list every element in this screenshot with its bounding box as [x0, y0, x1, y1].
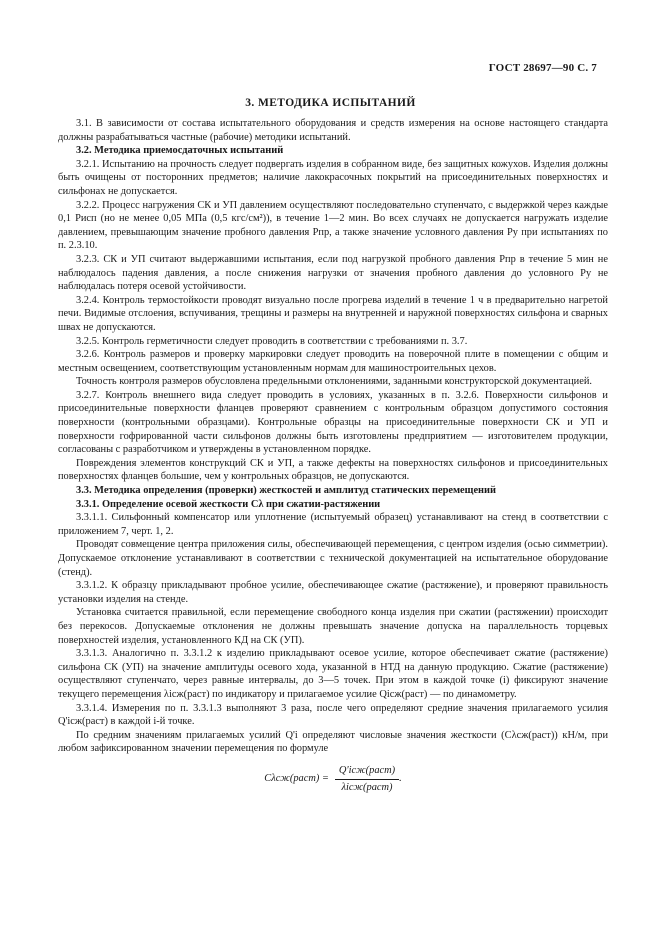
- subsection-heading: 3.2. Методика приемосдаточных испытаний: [76, 145, 284, 157]
- paragraph: 3.2.3. СК и УП считают выдержавшими испытания, если под нагрузкой пробного давления Pпр в течение 5 мин не наблюдалось падения давления, а после снижения нагрузки от значения пробного давления до условного Pу не наблюдалась потеря осевой устойчивости.: [58, 253, 608, 293]
- paragraph: 3.1. В зависимости от состава испытательного оборудования и средств измерения на основе настоящего стандарта должны разрабатываться частные (рабочие) методики испытаний.: [58, 118, 608, 143]
- subsection-heading: 3.3. Методика определения (проверки) жесткостей и амплитуд статических перемещений: [76, 485, 497, 497]
- paragraph: 3.2.6. Контроль размеров и проверку маркировки следует проводить на поверочной плите в помещении с общим и местным освещением, соответствующим установленным нормам для машиностроительных цехов.: [58, 349, 608, 374]
- paragraph: 3.3.1.3. Аналогично п. 3.3.1.2 к изделию прикладывают осевое усилие, которое обеспечивает сжатие (растяжение) сильфона СК (УП) на значение амплитуды осевого хода, указанной в НТД на данную продукцию. Сжатие (растяжение) осуществляют ступенчато, через равные интервалы, до 3—5 точек. При этом в каждой точке (i) фиксируют значение текущего перемещения λiсж(раст) по индикатору и прилагаемое усилие Qiсж(раст) — по динамометру.: [58, 648, 608, 700]
- paragraph: Проводят совмещение центра приложения силы, обеспечивающей перемещения, с центром изделия (осью симметрии). Допускаемое отклонение устанавливают в соответствии с технической документацией на испытательное оборудование (стенд).: [58, 539, 608, 578]
- subsection-heading: 3.3.1. Определение осевой жесткости Cλ при сжатии-растяжении: [76, 498, 381, 510]
- formula-numerator: Q'iсж(раст): [335, 764, 399, 780]
- paragraph: 3.2.7. Контроль внешнего вида следует проводить в условиях, указанных в п. 3.2.6. Поверхности сильфонов и присоединительные поверхности фланцев проверяют сравнением с контрольным образцом допустимого состояния поверхности (контрольными образцами). Контрольные образцы на присоединительные поверхности СК и УП и поверхности гофрированной части сильфонов должны быть изготовлены предприятием — изготовителем продукции, согласованы с разработчиком и утверждены в установленном порядке.: [58, 389, 608, 456]
- paragraph: Установка считается правильной, если перемещение свободного конца изделия при сжатии (растяжении) происходит без перекосов. Допускаемые отклонения не должны превышать значение допуска на параллельность торцевых поверхностей изделия, установленного КД на СК (УП).: [58, 607, 608, 646]
- paragraph: Повреждения элементов конструкций СК и УП, а также дефекты на поверхностях сильфонов и присоединительных поверхностях фланцев большие, чем у контрольных образцов, не допускаются.: [58, 457, 608, 483]
- stiffness-formula: [58, 764, 608, 794]
- document-body: [58, 117, 608, 794]
- formula-denominator: λiсж(раст): [341, 781, 393, 793]
- formula-tail: .: [399, 773, 402, 785]
- paragraph: 3.2.4. Контроль термостойкости проводят визуально после прогрева изделий в течение 1 ч в предварительно нагретой печи. Видимые отслоения, вспучивания, трещины и размеры на внутренней и наружной поверхностях сильфона и сварных швах не допускаются.: [58, 294, 608, 333]
- paragraph: 3.3.1.2. К образцу прикладывают пробное усилие, обеспечивающее сжатие (растяжение), и проверяют правильность установки изделия на стенде.: [58, 580, 608, 605]
- paragraph: 3.3.1.4. Измерения по п. 3.3.1.3 выполняют 3 раза, после чего определяют средние значения прилагаемого усилия Q'iсж(раст) в каждой i-й точке.: [58, 702, 608, 728]
- paragraph: По средним значениям прилагаемых усилий Q'i определяют числовые значения жесткости (Cλсж(раст)) кН/м, при любом зафиксированном значении перемещения по формуле: [58, 729, 608, 755]
- page-header: ГОСТ 28697—90 С. 7: [488, 62, 597, 74]
- paragraph: 3.2.2. Процесс нагружения СК и УП давлением осуществляют последовательно ступенчато, с выдержкой через каждые 0,1 Pисп (но не менее 0,05 МПа (0,5 кгс/см²)), в течение 1—2 мин. Во всех случаях не допускается нагружать изделие давлением, превышающим значение пробного давления Pпр, а также значение условного давления Pу при испытаниях по п. 2.3.10.: [58, 199, 608, 252]
- paragraph: 3.2.5. Контроль герметичности следует проводить в соответствии с требованиями п. 3.7.: [76, 335, 468, 347]
- formula-fraction: [335, 764, 399, 794]
- paragraph: Точность контроля размеров обусловлена предельными отклонениями, заданными конструкторской документацией.: [76, 376, 593, 388]
- formula-lhs: Cλсж(раст) =: [264, 773, 329, 785]
- section-title: 3. МЕТОДИКА ИСПЫТАНИЙ: [245, 97, 416, 109]
- paragraph: 3.3.1.1. Сильфонный компенсатор или уплотнение (испытуемый образец) устанавливают на стенд в соответствии с приложением 7, черт. 1, 2.: [58, 512, 608, 537]
- paragraph: 3.2.1. Испытанию на прочность следует подвергать изделия в собранном виде, без защитных кожухов. Изделия должны быть очищены от посторонних предметов; наличие лакокрасочных покрытий на присоединительных поверхностях и сильфонах не допускается.: [58, 158, 608, 197]
